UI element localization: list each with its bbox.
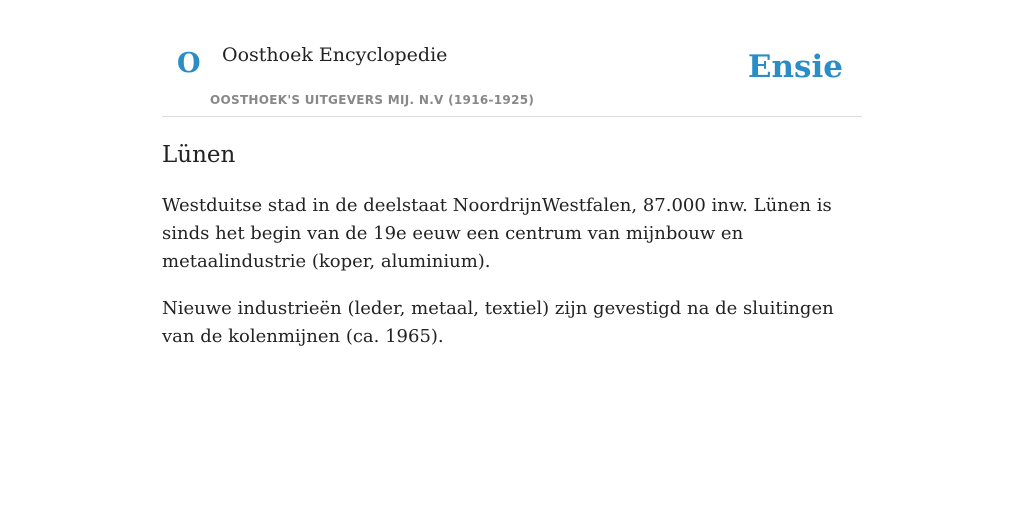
logo-icon[interactable]: O [177, 48, 201, 79]
article-paragraph: Westduitse stad in de deelstaat NoordrijnWestfalen, 87.000 inw. Lünen is sinds het begin van de 19e eeuw een centrum van mijnbouw en metaalindustrie (koper, aluminium). [162, 195, 832, 272]
site-header [162, 0, 862, 117]
article-paragraph: Nieuwe industrieën (leder, metaal, textiel) zijn gevestigd na de sluitingen van de kolenmijnen (ca. 1965). [162, 298, 834, 347]
article [162, 140, 862, 351]
site-name-link[interactable]: Oosthoek Encyclopedie [222, 44, 448, 66]
article-title: Lünen [162, 142, 236, 168]
ensie-brand-link[interactable]: Ensie [747, 49, 843, 85]
publisher-label: OOSTHOEK'S UITGEVERS MIJ. N.V (1916-1925) [210, 93, 535, 107]
